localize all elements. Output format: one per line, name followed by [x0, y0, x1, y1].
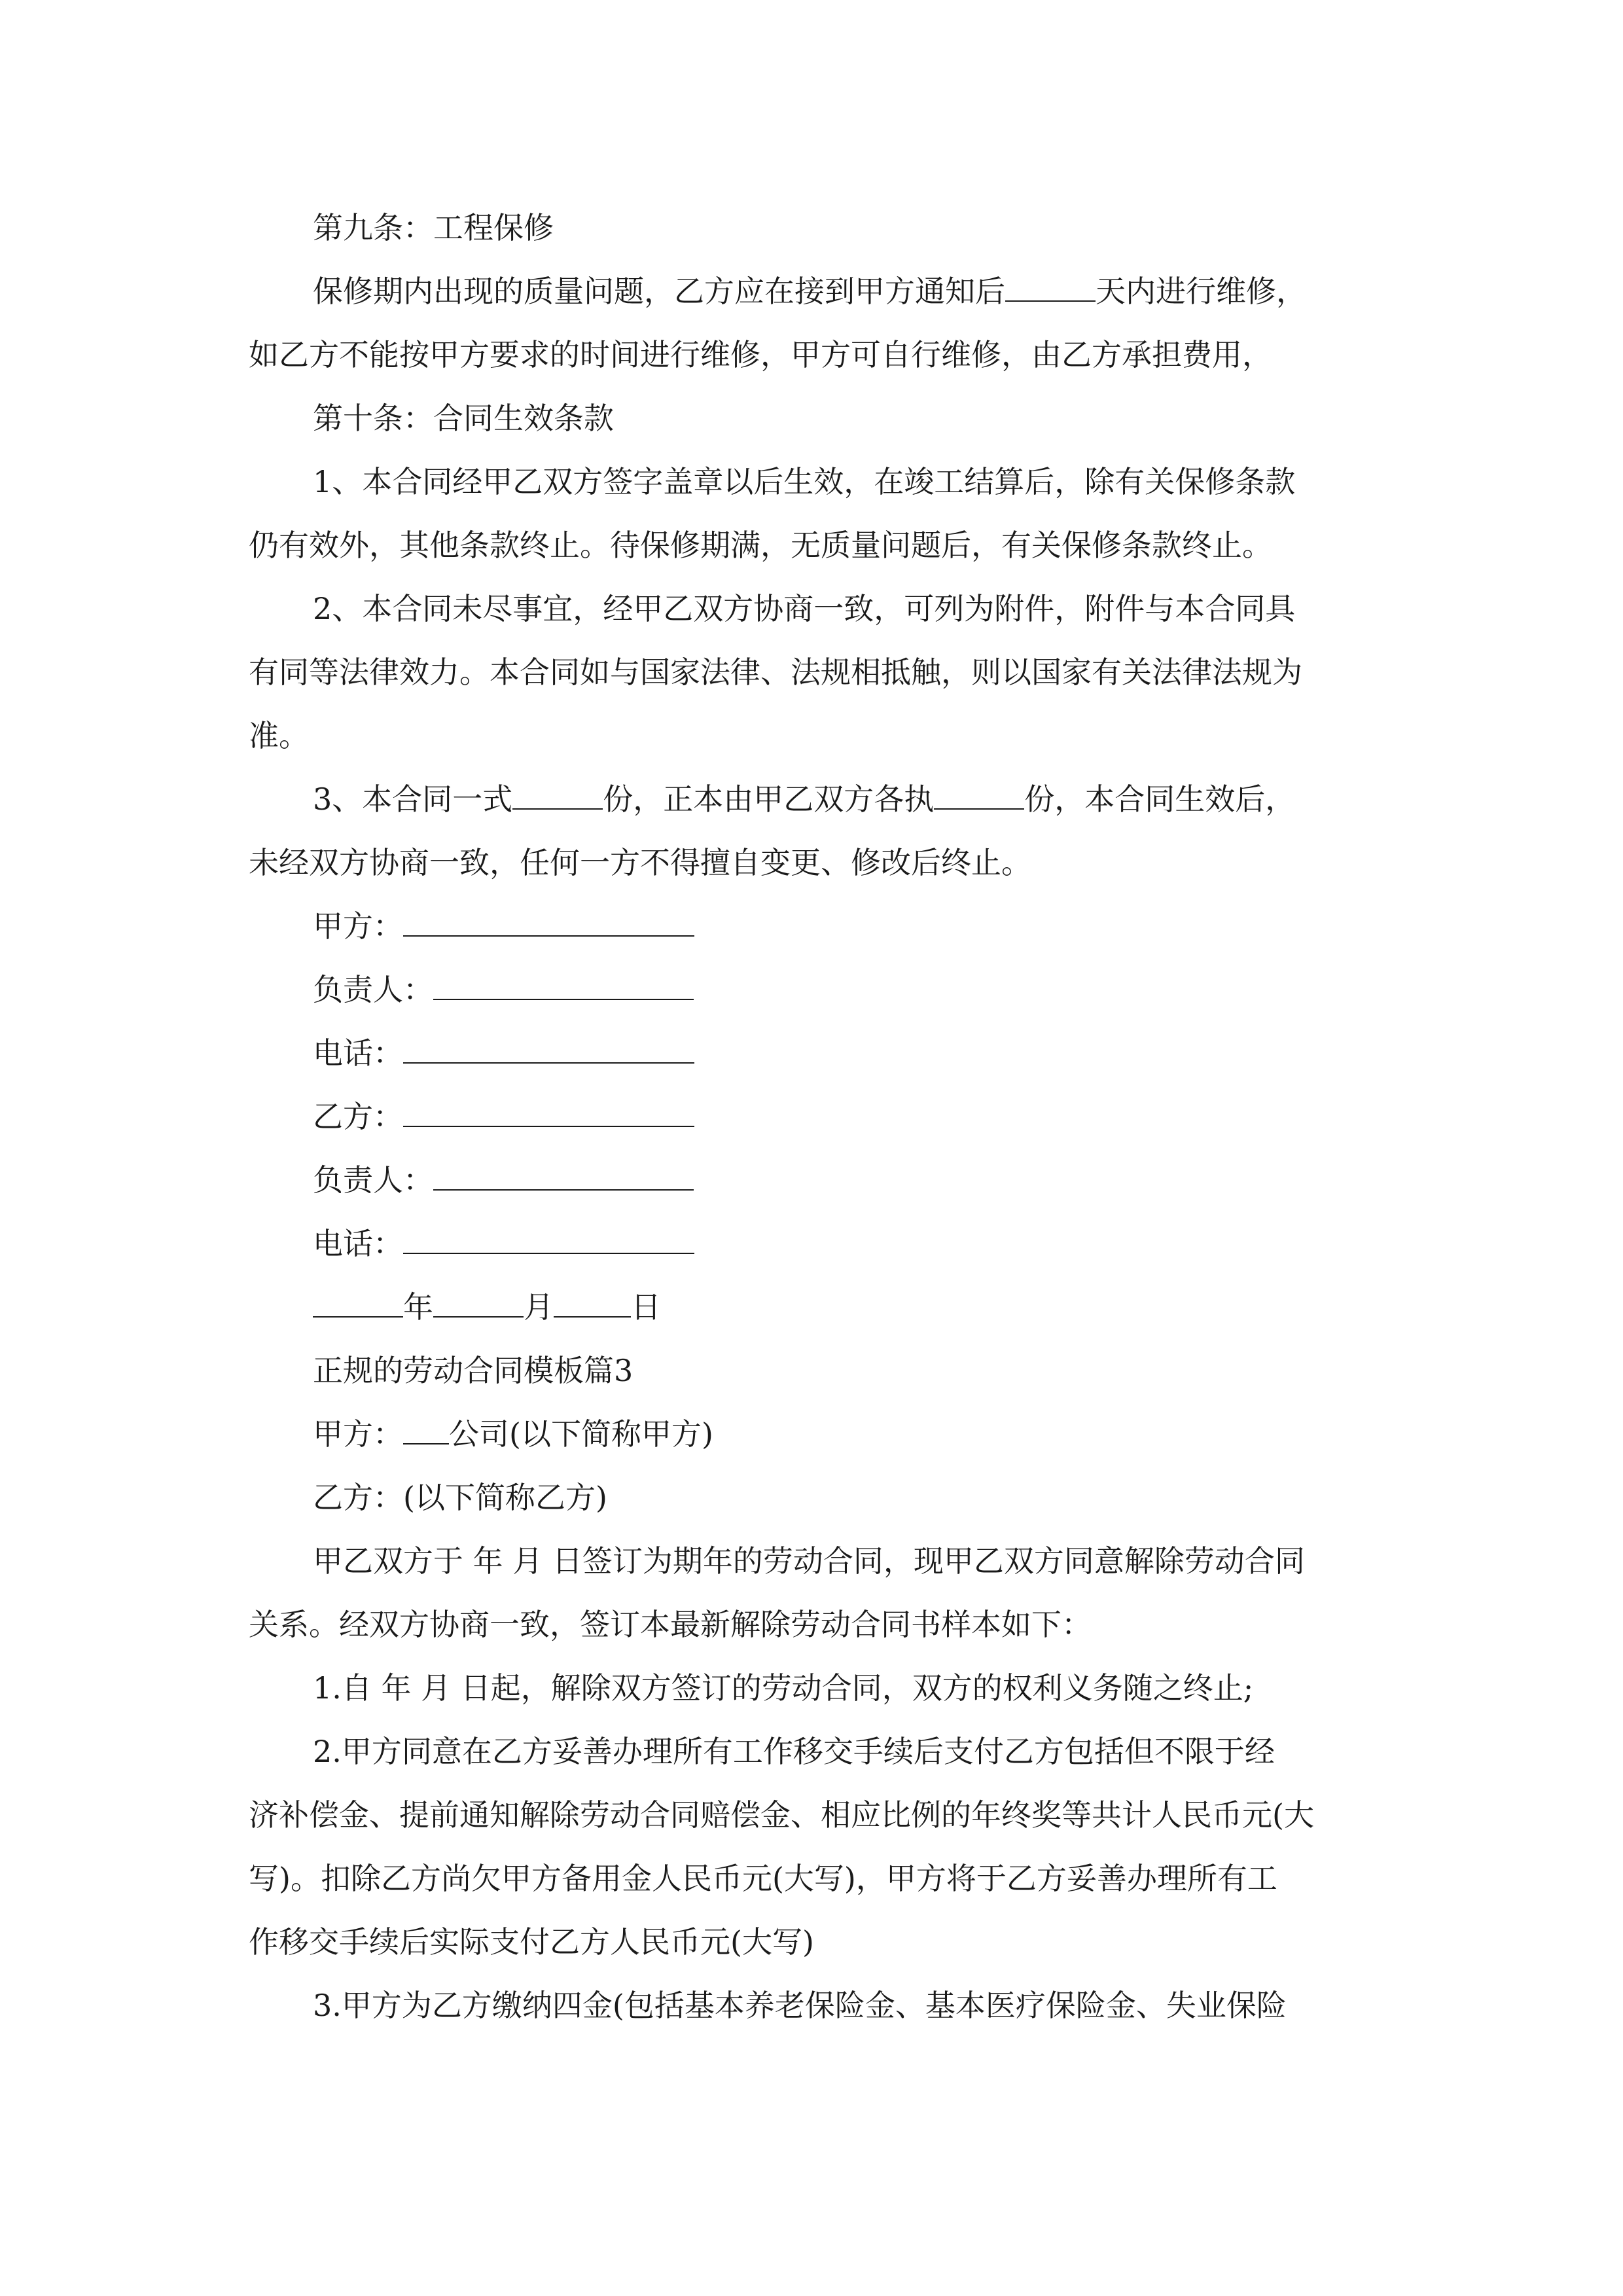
year-label: 年 [403, 1289, 433, 1325]
template3-item2-line2: 济补偿金、提前通知解除劳动合同赔偿金、相应比例的年终奖等共计人民币元(大 [249, 1797, 1314, 1833]
template3-party-a-line [313, 1414, 713, 1454]
template3-item2-line4: 作移交手续后实际支付乙方人民币元(大写) [249, 1924, 814, 1960]
template3-item3-line1: 3.甲方为乙方缴纳四金(包括基本养老保险金、基本医疗保险金、失业保险 [313, 1988, 1287, 2023]
article9-text-a: 保修期内出现的质量问题，乙方应在接到甲方通知后 [313, 274, 1005, 309]
template3-intro-line1: 甲乙双方于 年 月 日签订为期年的劳动合同，现甲乙双方同意解除劳动合同 [313, 1543, 1305, 1579]
party-a-phone-line [313, 1033, 694, 1073]
party-b-rep-field[interactable] [433, 1163, 694, 1191]
article10-clause3-line1 [313, 780, 1295, 819]
party-b-phone-field[interactable] [403, 1227, 694, 1254]
party-b-signature-line [313, 1097, 694, 1136]
article10-clause2-line2: 有同等法律效力。本合同如与国家法律、法规相抵触，则以国家有关法律法规为 [249, 655, 1302, 690]
clause3-text-b: 份，正本由甲乙双方各执 [603, 781, 935, 817]
clause3-text-c: 份，本合同生效后， [1024, 781, 1296, 817]
party-a-signature-line [313, 906, 694, 946]
day-label: 日 [631, 1289, 661, 1325]
party-a-rep-line [313, 970, 694, 1009]
company-blank[interactable] [403, 1417, 449, 1444]
template3-item1: 1.自 年 月 日起，解除双方签订的劳动合同，双方的权利义务随之终止; [313, 1670, 1254, 1706]
month-label: 月 [524, 1289, 554, 1325]
template3-party-b-line: 乙方：(以下简称乙方) [313, 1480, 607, 1515]
party-a-rep-label: 负责人： [313, 972, 433, 1007]
article9-paragraph-line1 [313, 272, 1306, 311]
party-b-field[interactable] [403, 1100, 694, 1127]
days-blank[interactable] [1005, 274, 1096, 302]
article9-title: 第九条：工程保修 [313, 210, 554, 245]
party-a-field[interactable] [403, 909, 694, 937]
article9-paragraph-line2: 如乙方不能按甲方要求的时间进行维修，甲方可自行维修，由乙方承担费用， [249, 337, 1272, 372]
date-line [313, 1287, 661, 1327]
article10-clause3-line2: 未经双方协商一致，任何一方不得擅自变更、修改后终止。 [249, 845, 1031, 880]
month-blank[interactable] [433, 1290, 524, 1318]
template3-item2-line1: 2.甲方同意在乙方妥善办理所有工作移交手续后支付乙方包括但不限于经 [313, 1734, 1275, 1769]
copies-blank[interactable] [512, 782, 603, 810]
article10-title: 第十条：合同生效条款 [313, 401, 614, 436]
template3-heading: 正规的劳动合同模板篇3 [313, 1353, 633, 1388]
party-a-rep-field[interactable] [433, 973, 694, 1000]
party-b-phone-line [313, 1224, 694, 1263]
article9-text-b: 天内进行维修， [1096, 274, 1306, 309]
clause3-text-a: 3、本合同一式 [313, 781, 513, 817]
day-blank[interactable] [554, 1290, 631, 1318]
template3-party-a-prefix: 甲方： [313, 1416, 403, 1452]
party-b-rep-line [313, 1160, 694, 1200]
party-a-phone-label: 电话： [313, 1035, 403, 1071]
party-b-rep-label: 负责人： [313, 1162, 433, 1198]
article10-clause1-line1: 1、本合同经甲乙双方签字盖章以后生效，在竣工结算后，除有关保修条款 [313, 464, 1296, 499]
year-blank[interactable] [313, 1290, 403, 1318]
template3-intro-line2: 关系。经双方协商一致，签订本最新解除劳动合同书样本如下： [249, 1607, 1092, 1642]
party-b-label: 乙方： [313, 1099, 403, 1134]
template3-item2-line3: 写)。扣除乙方尚欠甲方备用金人民币元(大写)，甲方将于乙方妥善办理所有工 [249, 1861, 1277, 1896]
article10-clause2-line1: 2、本合同未尽事宜，经甲乙双方协商一致，可列为附件，附件与本合同具 [313, 591, 1296, 626]
party-b-phone-label: 电话： [313, 1226, 403, 1261]
article10-clause2-line3: 准。 [249, 718, 309, 753]
copies-each-blank[interactable] [934, 782, 1024, 810]
template3-party-a-suffix: 公司(以下简称甲方) [449, 1416, 713, 1452]
article10-clause1-line2: 仍有效外，其他条款终止。待保修期满，无质量问题后，有关保修条款终止。 [249, 528, 1272, 563]
party-a-label: 甲方： [313, 908, 403, 944]
party-a-phone-field[interactable] [403, 1036, 694, 1064]
